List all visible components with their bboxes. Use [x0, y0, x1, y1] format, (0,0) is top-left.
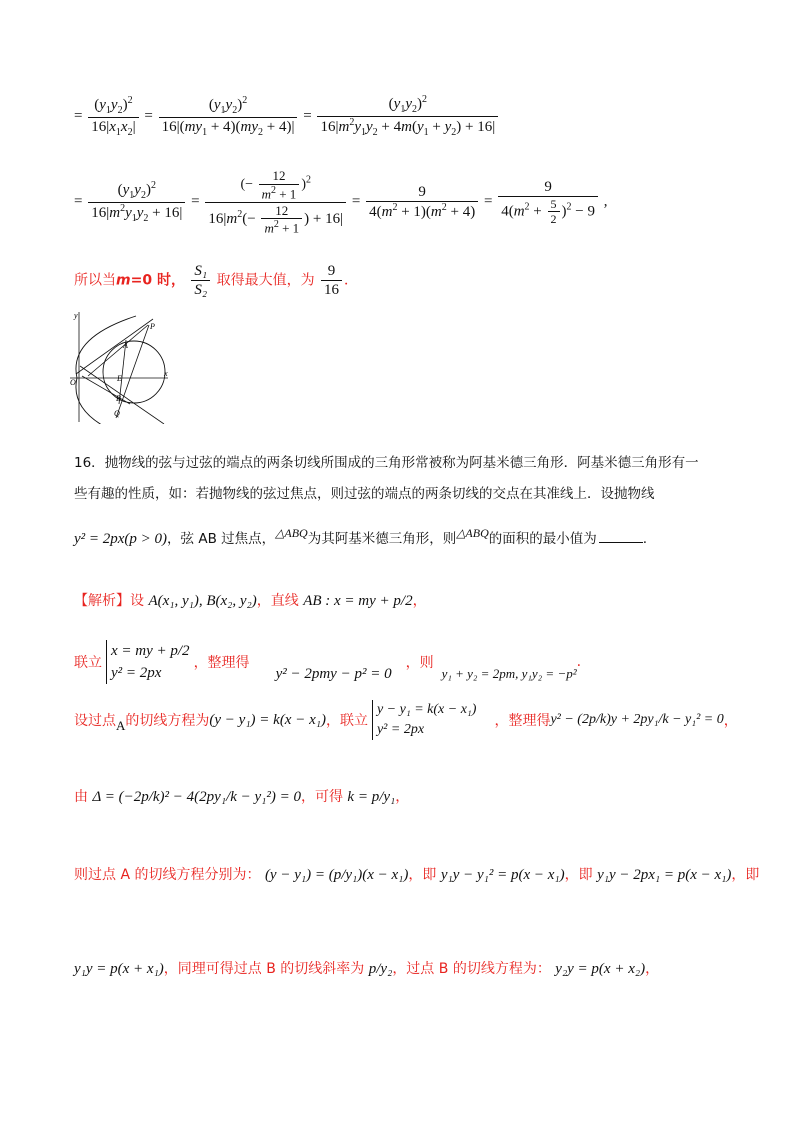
parabola-figure: [68, 308, 174, 424]
max-value-fraction: $\frac{9}{16}$: [321, 262, 342, 299]
solution-line-3: 设过点 A 的切线方程为 (y − y₁) = k(x − x₁) ，联立 y − y₁ = k(x − x₁) y² = 2px ，整理得 y² − (2p/k)y + 2py₁/k − y₁² = 0 ，: [74, 700, 738, 740]
solution-line-6: y₁y = p(x + x₁)，同理可得过点 B 的切线斜率为 p/y₂，过点 B 的切线方程为： y₂y = p(x + x₂)，: [74, 961, 660, 977]
solution-line-2: 联立 x = my + p/2 y² = 2px ，整理得 y² − 2pmy − p² = 0 ，则 y₁ + y₂ = 2pm, y₁y₂ = −p² .: [74, 640, 581, 684]
ratio-fraction: $\frac{\text{S₁}}{\text{S₂}}$: [191, 262, 210, 299]
problem-16-line-2: 些有趣的性质，如：若抛物线的弦过焦点，则过弦的端点的两条切线的交点在其准线上．设抛物线: [74, 486, 655, 502]
solution-line-4: 由 Δ = (−2p/k)² − 4(2py₁/k − y₁²) = 0，可得 k = p/y₁，: [74, 789, 410, 805]
solution-line-1: 【解析】设 A(x₁, y₁), B(x₂, y₂)，直线 AB : x = my + p/2，: [74, 593, 427, 609]
line-bq: [82, 376, 130, 404]
problem-16-line-1: 16．抛物线的弦与过弦的端点的两条切线所围成的三角形常被称为阿基米德三角形．阿基米德三角形有一: [74, 455, 699, 471]
label-a: A: [123, 341, 128, 350]
conclusion-text-pre: 所以当: [74, 272, 116, 289]
label-b: B: [116, 394, 121, 403]
conclusion-text-mid: 取得最大值，为: [216, 272, 315, 289]
line-pa: [88, 325, 148, 376]
answer-blank: [599, 530, 643, 543]
parabola-curve: [76, 316, 136, 424]
label-e: E: [117, 374, 122, 383]
line-pq: [116, 325, 149, 418]
label-x: x: [164, 369, 168, 378]
parabola-equation: y² = 2px(p > 0): [74, 531, 168, 547]
system-of-equations-1: x = my + p/2 y² = 2px: [106, 640, 190, 684]
label-o: O: [70, 378, 76, 387]
discriminant-equation: Δ = (−2p/k)² − 4(2py₁/k − y₁²) = 0: [92, 789, 301, 805]
conclusion-line: 所以当m=0 时， $\frac{\text{S₁}}{\text{S₂}}$ 取得最大值，为 $\frac{9}{16}$ ．: [74, 263, 359, 298]
label-q: Q: [114, 409, 120, 418]
problem-16-line-3: y² = 2px(p > 0)，弦 AB 过焦点，△ABQ为其阿基米德三角形，则△ABQ的面积的最小值为 .: [74, 526, 648, 547]
solution-line-5: 则过点 A 的切线方程分别为： (y − y₁) = (p/y₁)(x − x₁)，即 y₁y − y₁² = p(x − x₁)，即 y₁y − 2px₁ = p(x − x₁)，即: [74, 867, 760, 883]
label-y: y: [74, 311, 78, 320]
label-p: P: [150, 322, 155, 331]
ratio-derivation-line-1: = $\frac{(y_1y_2)^2}{16|x_1x_2|}$ = $\frac{(y_1y_2)^2}{16|(my_1 + 4)(my_2 + 4)|}$ = $\frac{(y_1y_2)^2}{16|m^2y_1y_2 + 4m(y_1 + y_2) + 16|}$: [74, 94, 500, 139]
problem-number: 16．: [74, 455, 105, 471]
analysis-tag: 【解析】: [74, 593, 130, 609]
conclusion-var: m: [116, 272, 131, 289]
ratio-derivation-line-2: = $\frac{(y_1y_2)^2}{16|m^2y_1y_2 + 16|}$ = (− $\frac{12}{m^2 + 1}$ )$^2$ $16|m^2(-$ $\frac{12}{m^2 + 1}$ ) + 16| = $\frac{9}{4(m^2 + 1)(m^2 + 4)}$ = 9 $4(m^2$ + $\frac{5}{2}$ )$^2$ − 9 ,: [74, 168, 608, 236]
conclusion-eq: =0 时，: [130, 272, 185, 289]
system-of-equations-2: y − y₁ = k(x − x₁) y² = 2px: [372, 700, 476, 740]
